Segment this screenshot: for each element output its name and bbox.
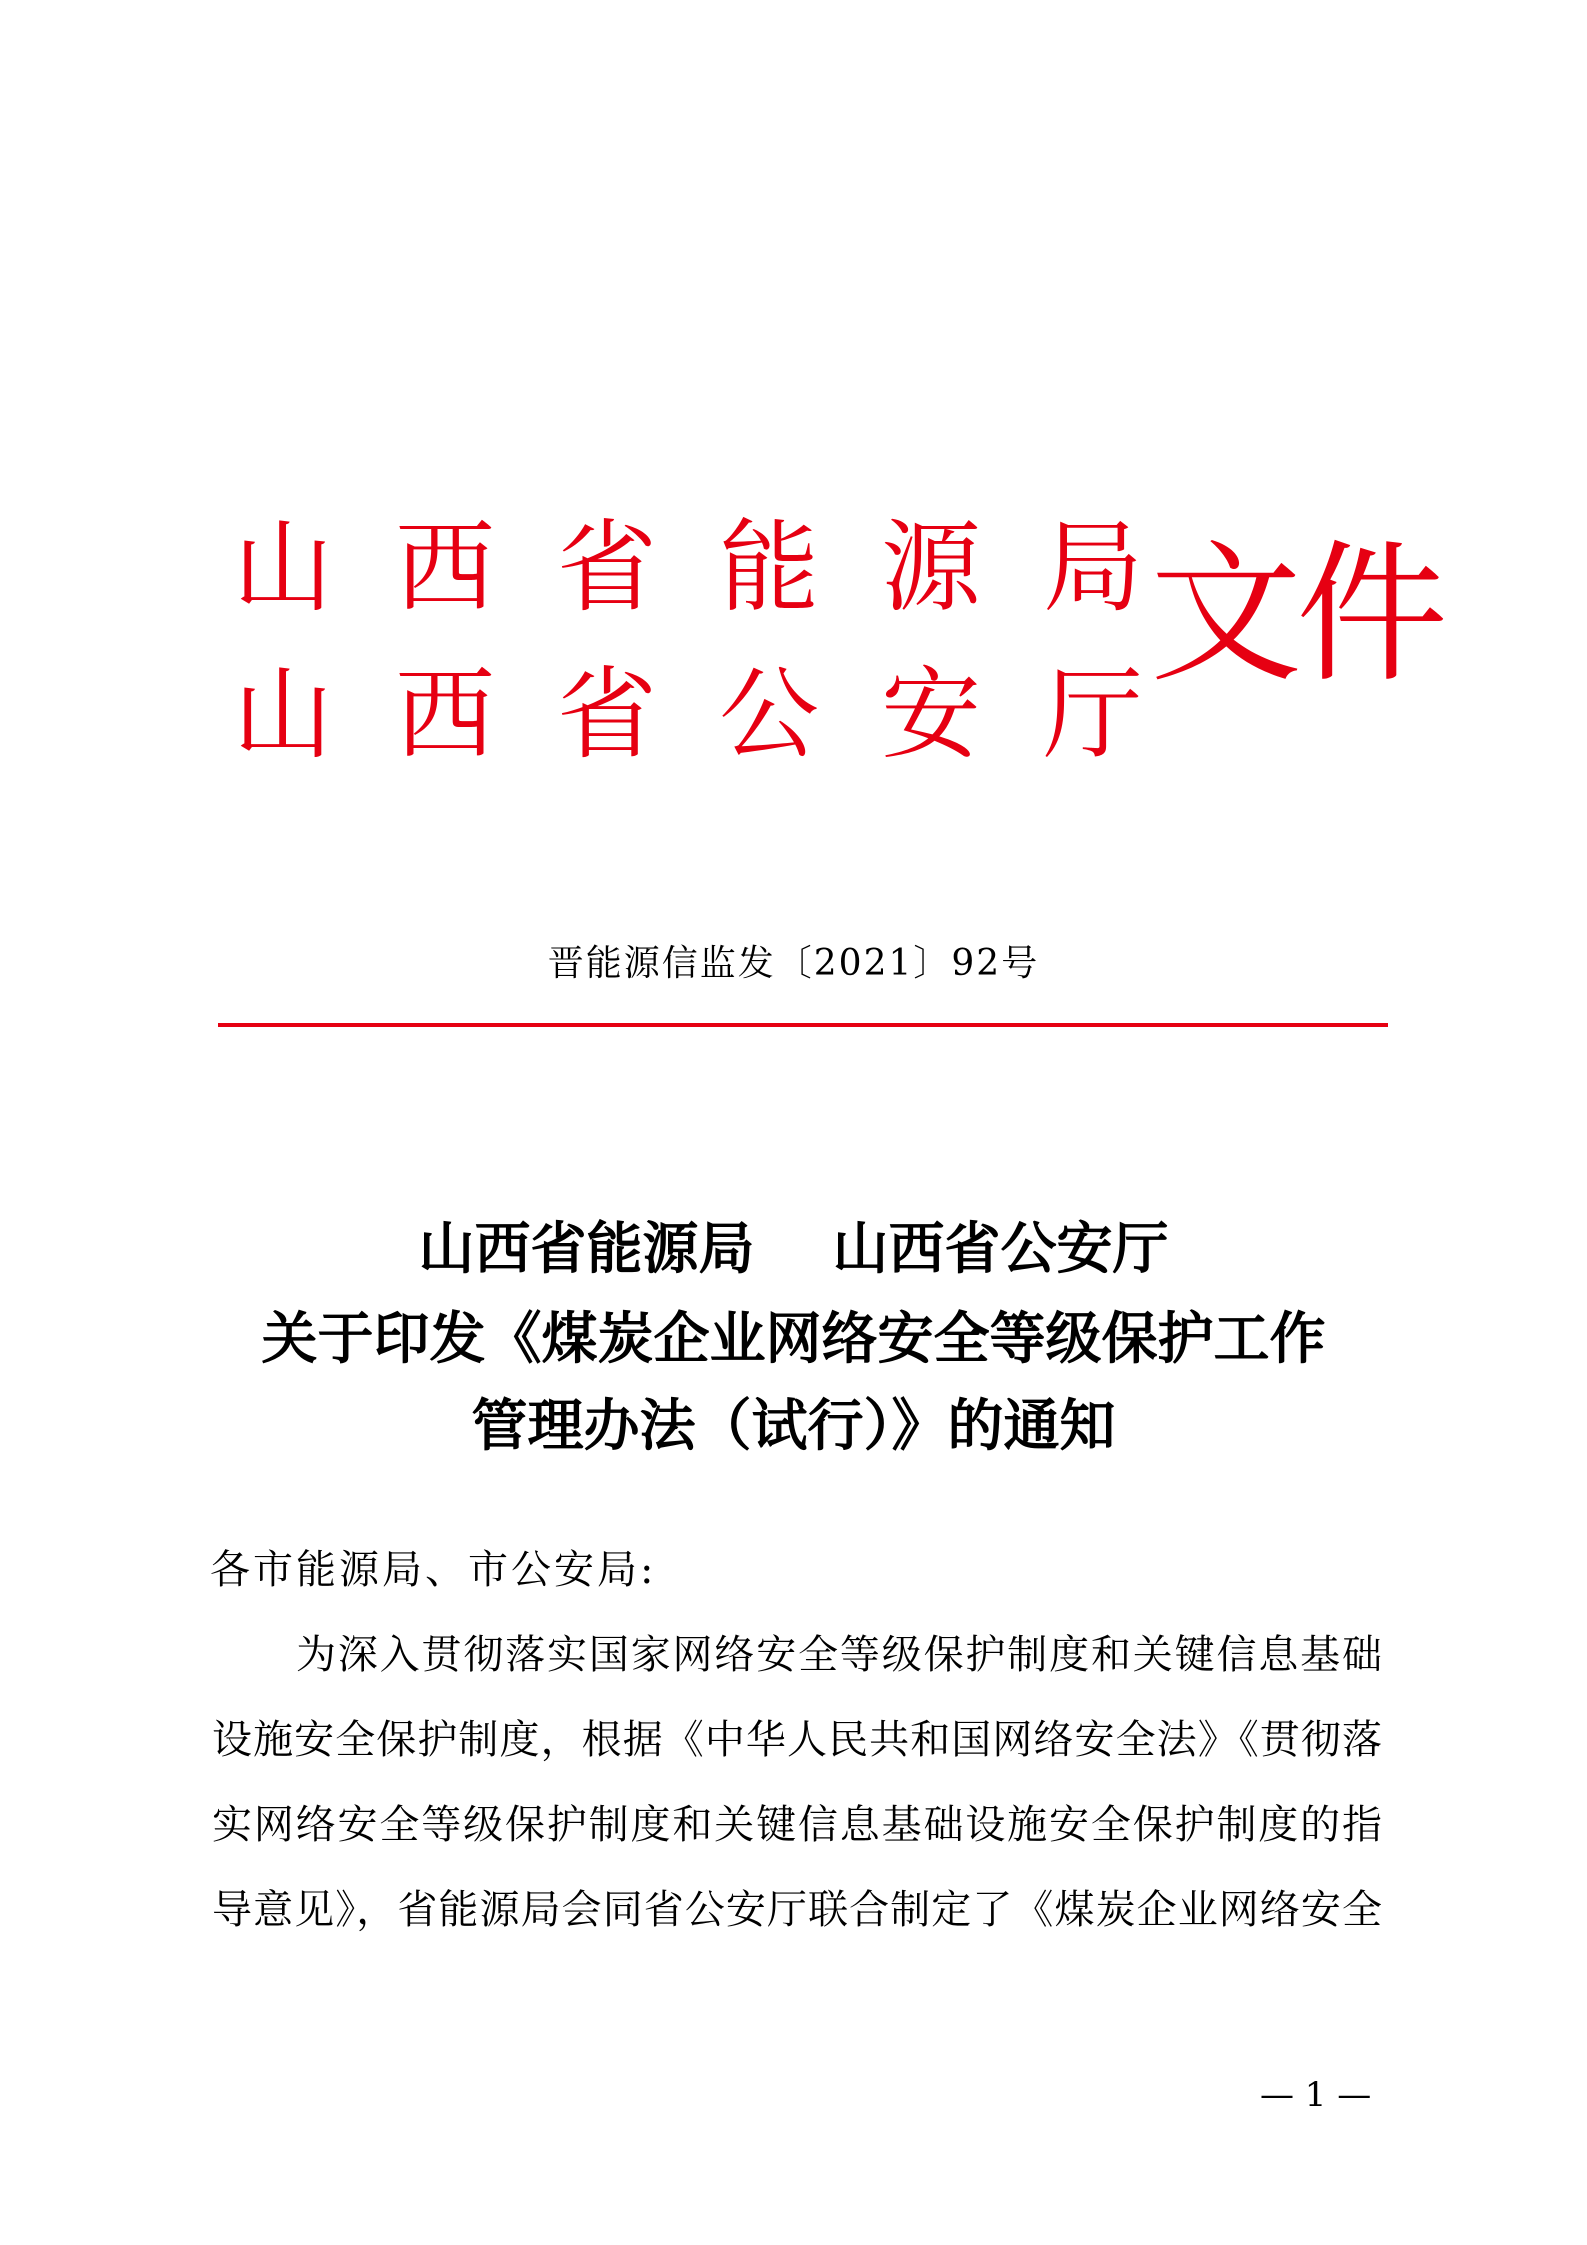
issuer-line-public-security: 山西省公安厅 — [233, 656, 1205, 773]
issuer-line-energy-bureau: 山西省能源局 — [233, 509, 1205, 626]
page-number: — 1 — — [1260, 2075, 1372, 2115]
title-line-2: 关于印发《煤炭企业网络安全等级保护工作 — [261, 1307, 1326, 1372]
red-separator-line — [218, 1023, 1388, 1027]
salutation: 各市能源局、市公安局: — [210, 1547, 657, 1593]
document-number: 晋能源信监发〔2021〕92号 — [547, 943, 1040, 984]
body-line: 实网络安全等级保护制度和关键信息基础设施安全保护制度的指 — [212, 1802, 1382, 1848]
body-line: 设施安全保护制度，根据《中华人民共和国网络安全法》《贯彻落 — [212, 1717, 1382, 1763]
title-line-1: 山西省能源局 山西省公安厅 — [418, 1217, 1169, 1282]
title-line-3: 管理办法（试行）》的通知 — [471, 1394, 1116, 1459]
document-word: 文件 — [1150, 526, 1442, 703]
body-line: 导意见》，省能源局会同省公安厅联合制定了《煤炭企业网络安全 — [212, 1887, 1382, 1933]
body-line: 为深入贯彻落实国家网络安全等级保护制度和关键信息基础 — [296, 1632, 1382, 1678]
